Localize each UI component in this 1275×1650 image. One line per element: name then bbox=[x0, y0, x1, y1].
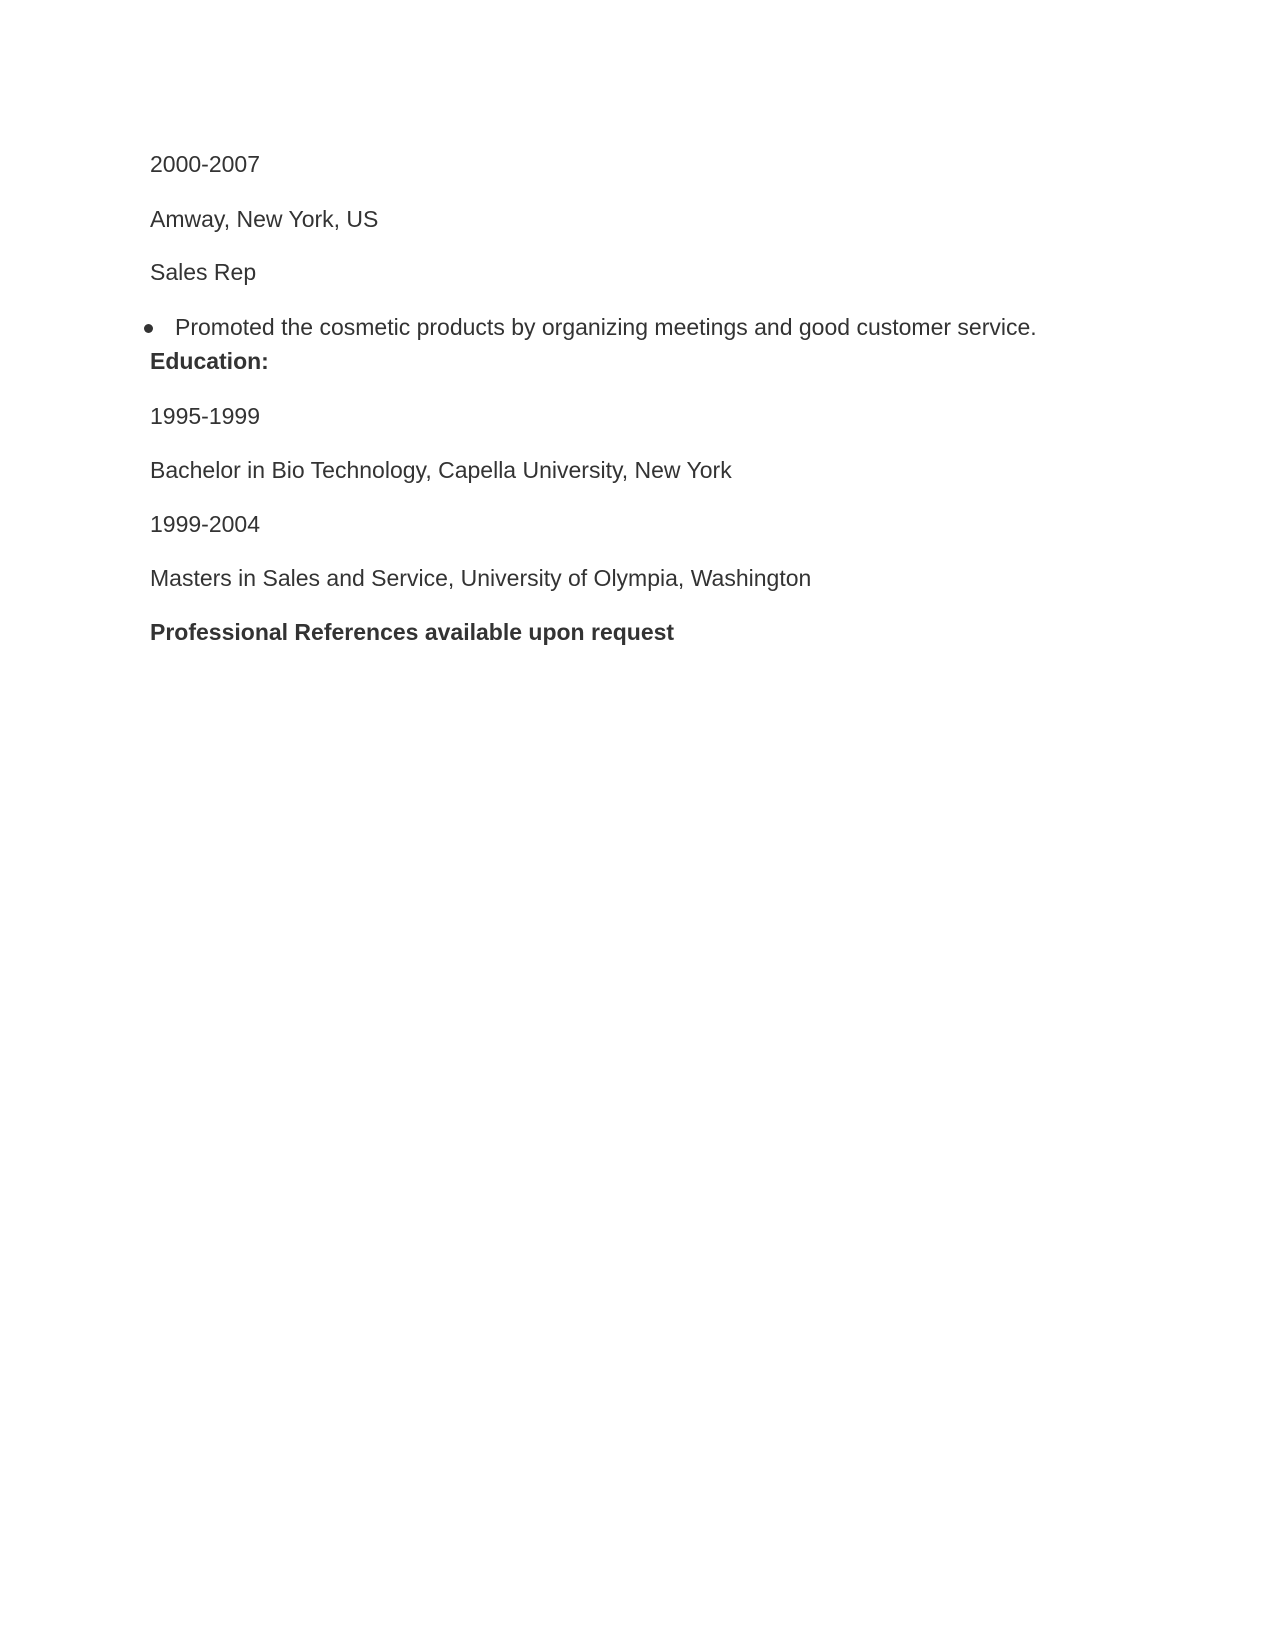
education-period-1: 1995-1999 bbox=[150, 403, 260, 429]
experience-role: Sales Rep bbox=[150, 259, 257, 285]
bullet-icon bbox=[144, 324, 153, 333]
education-period-2: 1999-2004 bbox=[150, 511, 260, 537]
experience-period: 2000-2007 bbox=[150, 151, 260, 177]
education-heading: Education: bbox=[150, 348, 269, 374]
experience-bullet-item bbox=[144, 313, 1037, 341]
references-note: Professional References available upon request bbox=[150, 619, 675, 645]
experience-company: Amway, New York, US bbox=[150, 206, 379, 232]
experience-bullet-text: Promoted the cosmetic products by organizing meetings and good customer service. bbox=[175, 314, 1037, 340]
education-detail-1: Bachelor in Bio Technology, Capella University, New York bbox=[150, 457, 732, 483]
education-detail-2: Masters in Sales and Service, University of Olympia, Washington bbox=[150, 565, 812, 591]
